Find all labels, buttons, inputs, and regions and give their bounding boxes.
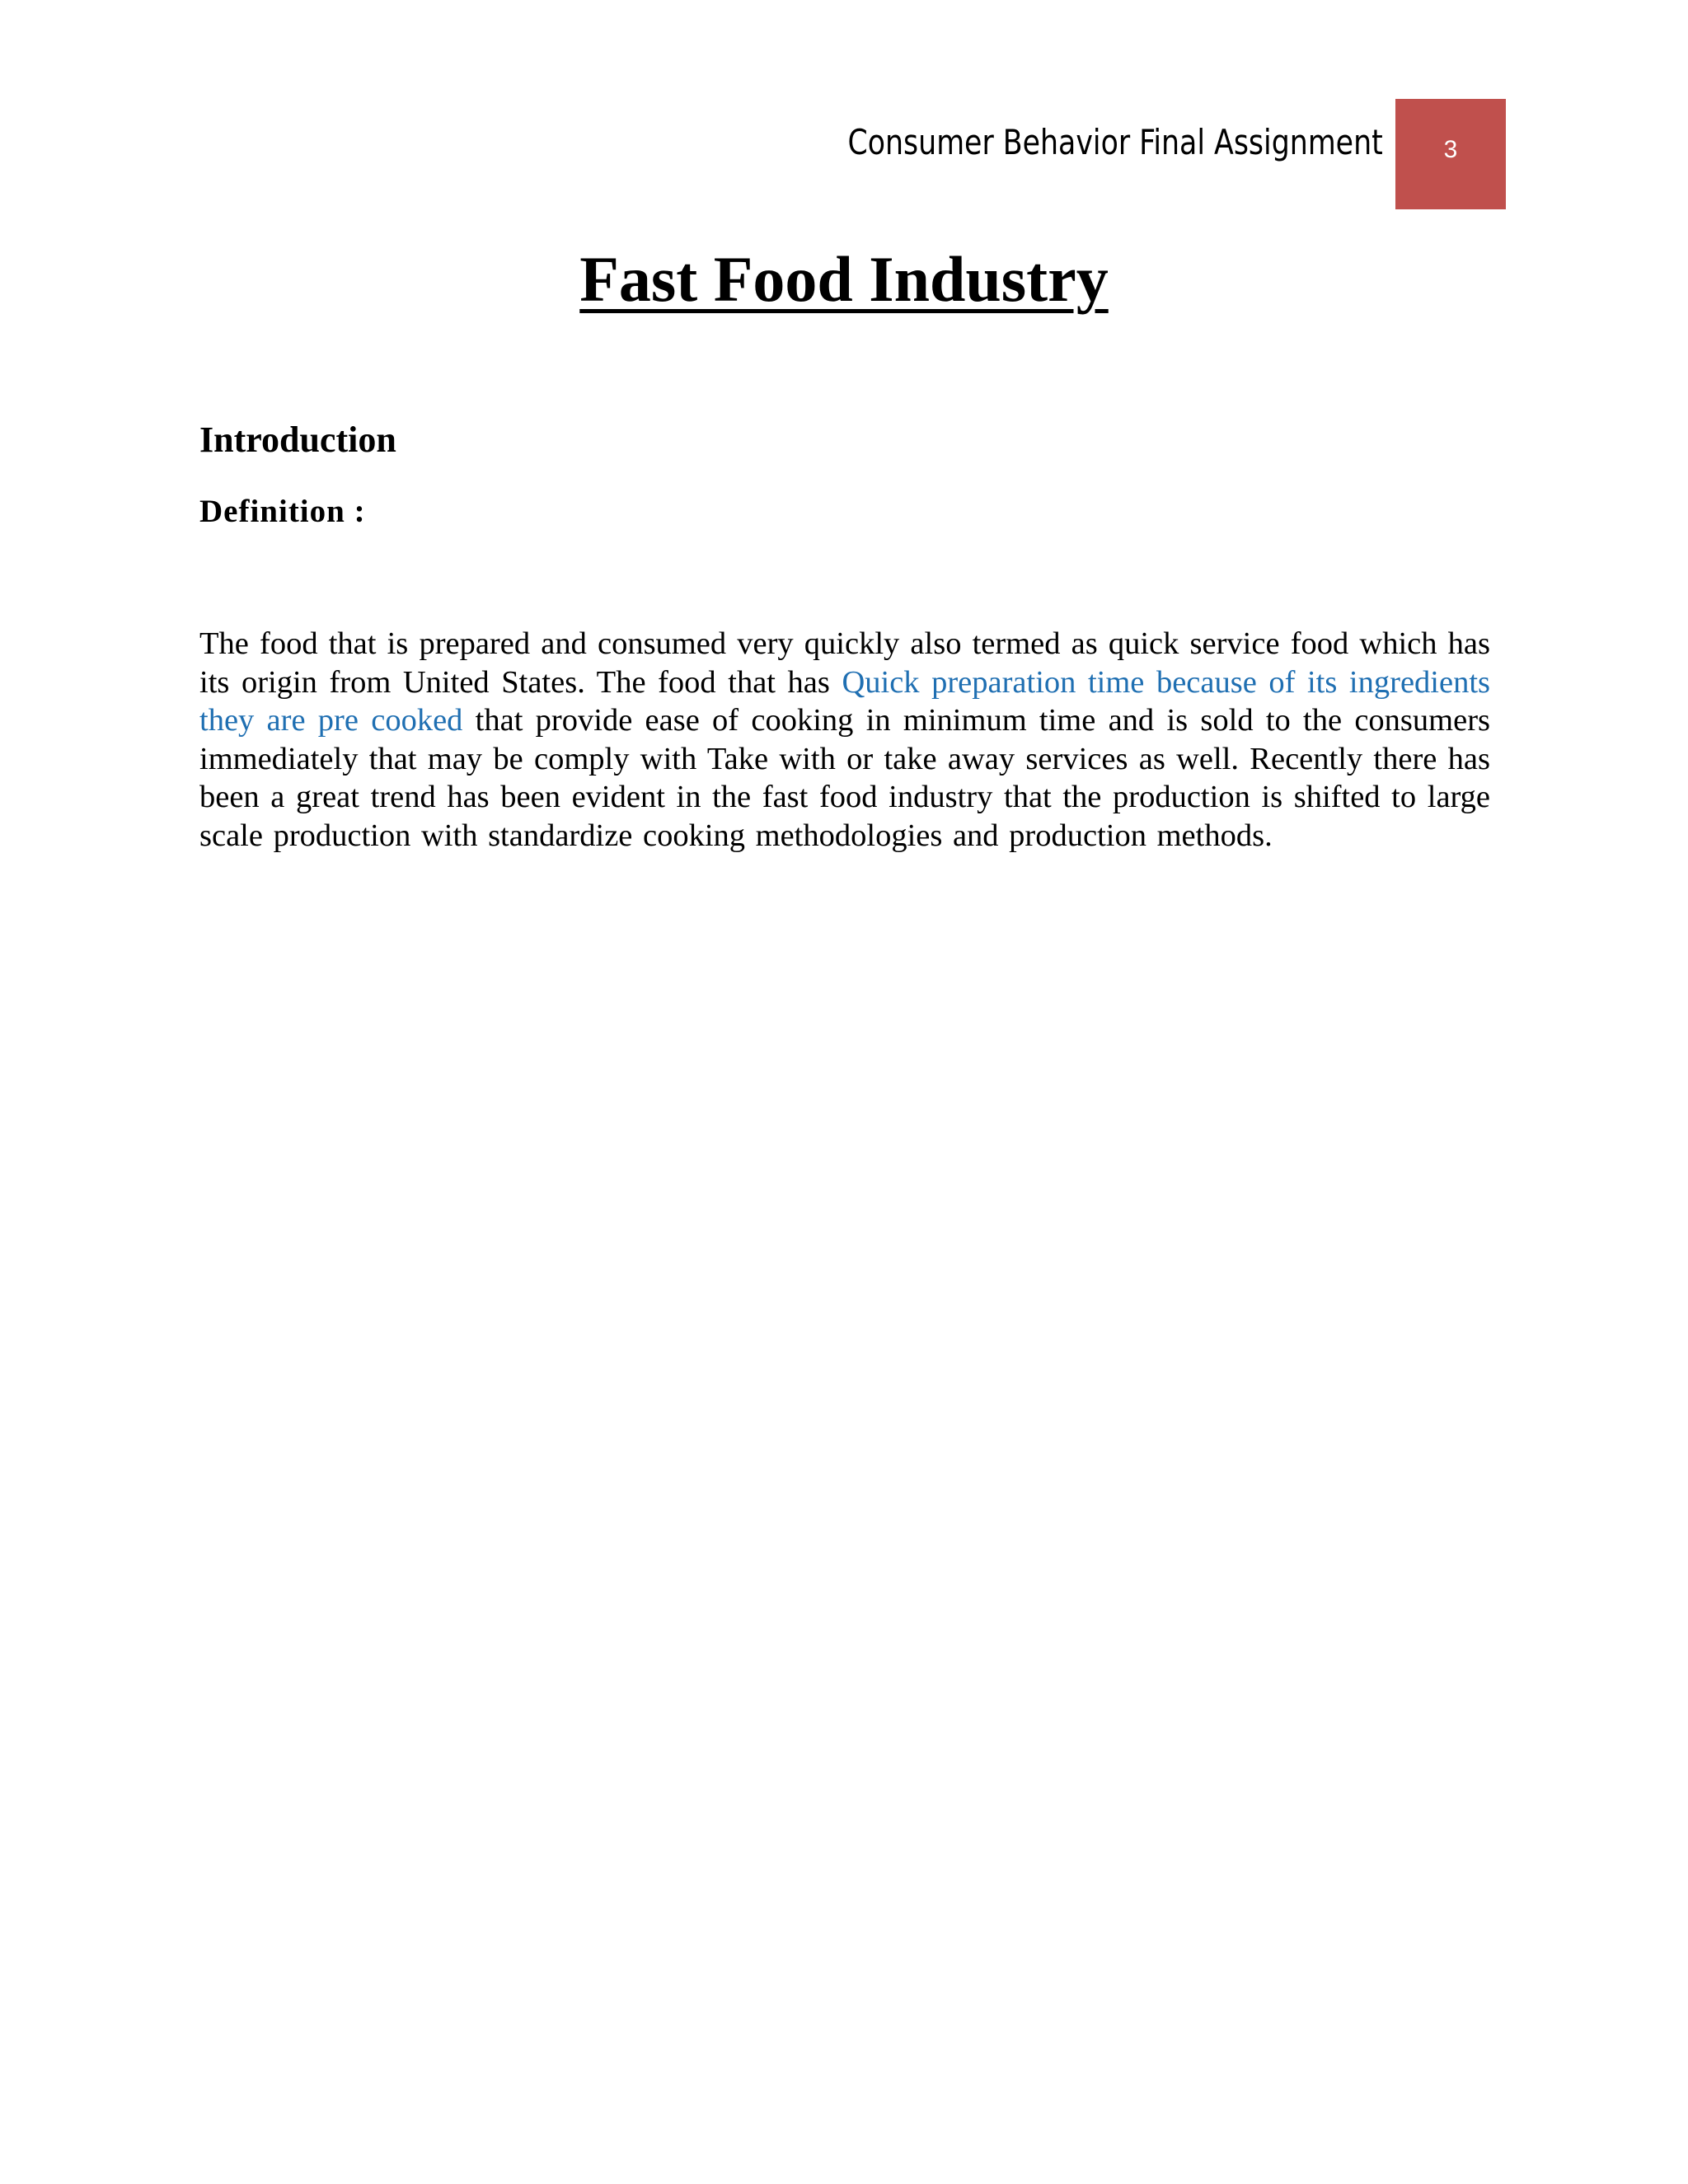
paragraph-text-part1: The food that is prepared and consumed very quickly also termed as quick service food which has its origin from United States. The food that has [199, 626, 1490, 700]
page-number: 3 [1443, 136, 1458, 163]
subheading-definition: Definition : [199, 494, 366, 529]
page-number-badge [1395, 99, 1506, 209]
paragraph-text-part2: that provide ease of cooking in minimum time and is sold to the consumers immediately that may be comply with Take with or take away services as well. Recently there has been a great trend has been evident in the fast food industry that the production is shifted to large scale production with standardize cooking methodologies and production methods. [199, 703, 1490, 853]
document-title-text: Fast Food Industry [579, 243, 1109, 315]
document-title [0, 243, 1688, 315]
paragraph-highlighted-text: Quick preparation time because of its ingredients they are pre cooked [199, 664, 1490, 738]
running-header-title: Consumer Behavior Final Assignment [847, 122, 1383, 162]
section-heading-introduction: Introduction [199, 419, 396, 460]
definition-paragraph [199, 625, 1490, 855]
